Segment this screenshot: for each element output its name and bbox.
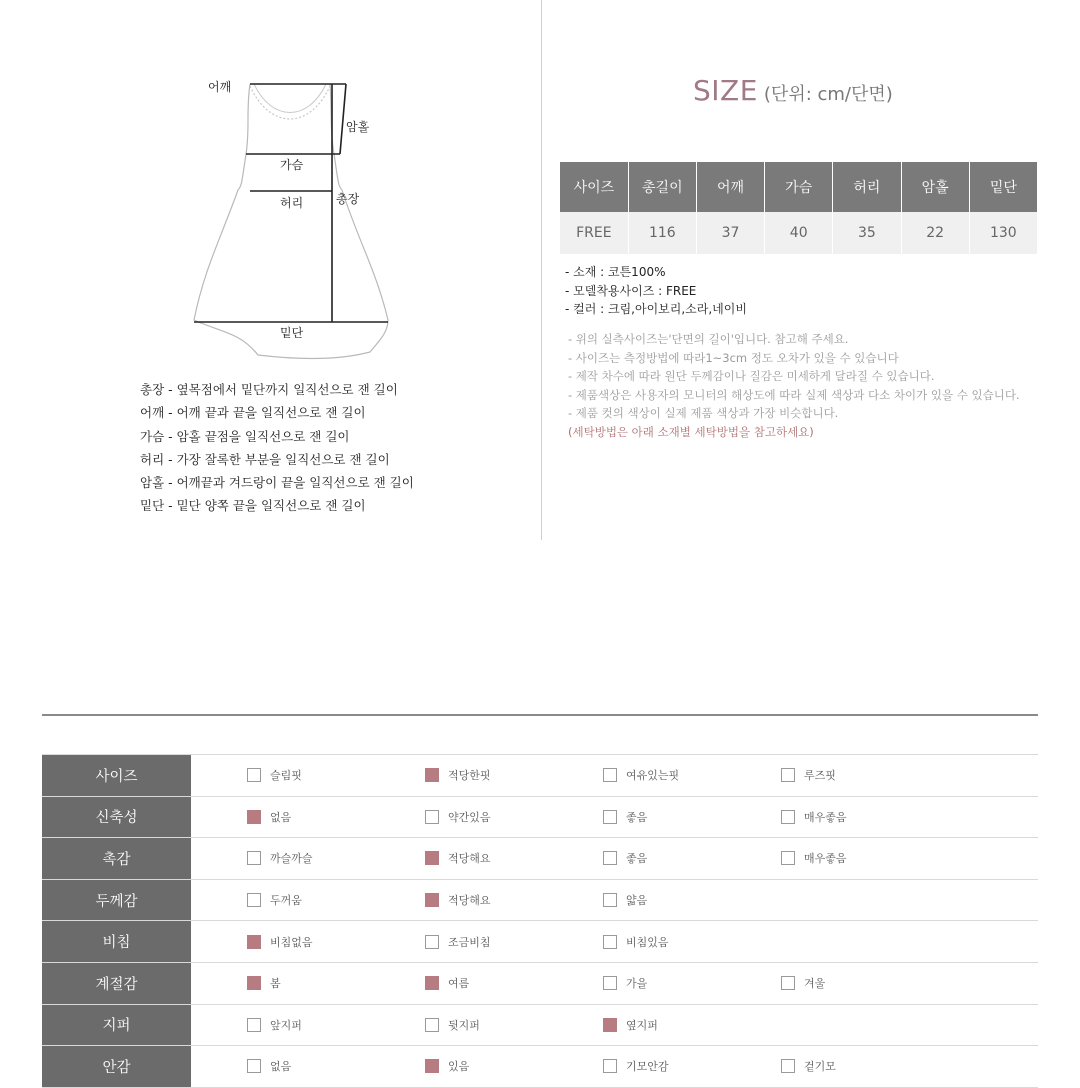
- fit-row-label: 안감: [42, 1046, 191, 1087]
- fit-option[interactable]: [425, 797, 491, 838]
- size-heading: SIZE: [693, 74, 758, 107]
- fit-option-label: 슬림핏: [270, 769, 302, 783]
- definition-line: 암홀 - 어깨끝과 겨드랑이 끝을 일직선으로 잰 길이: [140, 475, 414, 491]
- fit-option[interactable]: [603, 1005, 658, 1046]
- size-col-header: 밑단: [969, 162, 1037, 212]
- fit-option[interactable]: [247, 963, 281, 1004]
- fit-option-label: 두꺼움: [270, 894, 302, 908]
- fit-row: [42, 754, 1038, 797]
- fit-option[interactable]: [247, 797, 291, 838]
- fit-option-label: 앞지퍼: [270, 1018, 302, 1032]
- size-title: [693, 74, 893, 107]
- checked-checkbox[interactable]: [425, 1059, 439, 1073]
- fit-option-label: 비침있음: [626, 935, 669, 949]
- fit-option-label: 좋음: [626, 852, 648, 866]
- info-material: - 소재 : 코튼100%: [565, 265, 666, 279]
- checked-checkbox[interactable]: [425, 851, 439, 865]
- fit-row: [42, 797, 1038, 839]
- fit-option[interactable]: [425, 1046, 469, 1087]
- fit-option-label: 루즈핏: [804, 769, 836, 783]
- fit-row: [42, 1046, 1038, 1088]
- size-table: [560, 162, 1038, 254]
- note-line: - 제품색상은 사용자의 모니터의 해상도에 따라 실제 색상과 다소 차이가 있을 수 있습니다.: [568, 387, 1020, 402]
- fit-option-label: 기모안감: [626, 1060, 669, 1074]
- fit-option[interactable]: [603, 797, 647, 838]
- definition-line: 어깨 - 어깨 끝과 끝을 일직선으로 잰 길이: [140, 405, 366, 421]
- fit-option[interactable]: [781, 963, 825, 1004]
- fit-option[interactable]: [425, 963, 469, 1004]
- info-model-size: - 모델착용사이즈 : FREE: [565, 283, 697, 298]
- fit-row: [42, 921, 1038, 963]
- size-unit: (단위: cm/단면): [763, 84, 893, 105]
- size-cell: FREE: [560, 212, 628, 254]
- info-colors: - 컬러 : 크림,아이보리,소라,네이비: [565, 302, 747, 317]
- fit-option-label: 가을: [626, 977, 648, 991]
- note-line: - 제품 컷의 색상이 실제 제품 색상과 가장 비슷합니다.: [568, 406, 839, 420]
- fit-option-label: 없음: [270, 1060, 292, 1074]
- fit-option-label: 적당해요: [448, 852, 491, 866]
- size-cell: 40: [765, 212, 833, 254]
- fit-row-label: 계절감: [42, 963, 191, 1004]
- fit-option[interactable]: [781, 797, 847, 838]
- size-cell: 35: [833, 212, 901, 254]
- definition-line: 가슴 - 암홀 끝점을 일직선으로 잰 길이: [140, 428, 350, 444]
- fit-option-label: 뒷지퍼: [448, 1018, 480, 1032]
- fit-row: [42, 880, 1038, 922]
- fit-option[interactable]: [603, 755, 679, 796]
- size-col-header: 사이즈: [560, 162, 628, 212]
- size-col-header: 허리: [833, 162, 901, 212]
- checked-checkbox[interactable]: [425, 893, 439, 907]
- fit-option[interactable]: [603, 921, 669, 962]
- size-table-row: [560, 212, 1038, 254]
- note-line: - 사이즈는 측정방법에 따라1~3cm 정도 오차가 있을 수 있습니다: [568, 350, 899, 365]
- fit-option-label: 여름: [448, 977, 470, 991]
- note-line: - 제작 차수에 따라 원단 두께감이나 질감은 미세하게 달라질 수 있습니다.: [568, 369, 935, 383]
- unchecked-checkbox[interactable]: [425, 1018, 439, 1032]
- unchecked-checkbox[interactable]: [247, 768, 261, 782]
- fit-option-label: 비침없음: [270, 935, 313, 949]
- definition-line: 밑단 - 밑단 양쪽 끝을 일직선으로 잰 길이: [140, 498, 366, 514]
- label-waist: 허리: [280, 196, 304, 210]
- unchecked-checkbox[interactable]: [781, 976, 795, 990]
- unchecked-checkbox[interactable]: [781, 851, 795, 865]
- fit-option[interactable]: [425, 755, 491, 796]
- fit-row-label: 지퍼: [42, 1005, 191, 1046]
- fit-option-label: 적당해요: [448, 894, 491, 908]
- fit-row-label: 비침: [42, 921, 191, 962]
- unchecked-checkbox[interactable]: [425, 810, 439, 824]
- fit-option[interactable]: [425, 838, 491, 879]
- fit-option[interactable]: [781, 1046, 836, 1087]
- size-col-header: 어깨: [696, 162, 764, 212]
- size-cell: 37: [696, 212, 764, 254]
- fit-option-label: 조금비침: [448, 935, 491, 949]
- unchecked-checkbox[interactable]: [603, 768, 617, 782]
- fit-row: [42, 1005, 1038, 1047]
- fit-option-label: 적당한핏: [448, 769, 491, 783]
- definition-line: 총장 - 옆목점에서 밑단까지 일직선으로 잰 길이: [140, 382, 398, 397]
- vertical-divider: [541, 0, 542, 540]
- fit-option[interactable]: [247, 755, 302, 796]
- fit-row-label: 촉감: [42, 838, 191, 879]
- size-cell: 130: [969, 212, 1037, 254]
- fit-option[interactable]: [781, 755, 836, 796]
- fit-option[interactable]: [603, 963, 647, 1004]
- fit-option[interactable]: [425, 880, 491, 921]
- unchecked-checkbox[interactable]: [603, 893, 617, 907]
- label-shoulder: 어깨: [208, 80, 232, 94]
- fit-row: [42, 963, 1038, 1005]
- fit-row-label: 신축성: [42, 797, 191, 838]
- fit-option-label: 까슬까슬: [270, 852, 313, 866]
- size-cell: 116: [628, 212, 696, 254]
- fit-option-label: 좋음: [626, 810, 648, 824]
- fit-option[interactable]: [425, 1005, 480, 1046]
- fit-option-label: 봄: [270, 977, 281, 991]
- fit-option[interactable]: [247, 1005, 302, 1046]
- unchecked-checkbox[interactable]: [781, 810, 795, 824]
- label-hem: 밑단: [280, 326, 304, 340]
- checked-checkbox[interactable]: [247, 976, 261, 990]
- checked-checkbox[interactable]: [247, 935, 261, 949]
- fit-row-label: 사이즈: [42, 755, 191, 796]
- size-col-header: 가슴: [765, 162, 833, 212]
- fit-option[interactable]: [247, 838, 313, 879]
- fit-option-label: 옆지퍼: [626, 1018, 658, 1032]
- fit-option[interactable]: [603, 1046, 669, 1087]
- fit-option[interactable]: [247, 1046, 291, 1087]
- unchecked-checkbox[interactable]: [247, 893, 261, 907]
- fit-row: [42, 838, 1038, 880]
- fit-option-label: 약간있음: [448, 810, 491, 824]
- unchecked-checkbox[interactable]: [425, 935, 439, 949]
- checked-checkbox[interactable]: [603, 1018, 617, 1032]
- unchecked-checkbox[interactable]: [603, 935, 617, 949]
- wash-note: (세탁방법은 아래 소재별 세탁방법을 참고하세요): [568, 424, 814, 439]
- label-chest: 가슴: [280, 158, 304, 172]
- unchecked-checkbox[interactable]: [603, 851, 617, 865]
- fit-table: [42, 754, 1038, 1088]
- fit-option[interactable]: [425, 921, 491, 962]
- section-divider: [42, 714, 1038, 716]
- unchecked-checkbox[interactable]: [781, 1059, 795, 1073]
- fit-option[interactable]: [603, 838, 647, 879]
- product-info: [565, 263, 747, 319]
- definition-line: 허리 - 가장 잘록한 부분을 일직선으로 잰 길이: [140, 451, 390, 467]
- fit-option-label: 얇음: [626, 894, 648, 908]
- fit-option[interactable]: [247, 880, 302, 921]
- checked-checkbox[interactable]: [247, 810, 261, 824]
- fit-option-label: 겉기모: [804, 1060, 836, 1074]
- size-cell: 22: [901, 212, 969, 254]
- unchecked-checkbox[interactable]: [603, 810, 617, 824]
- unchecked-checkbox[interactable]: [603, 1059, 617, 1073]
- checked-checkbox[interactable]: [425, 976, 439, 990]
- unchecked-checkbox[interactable]: [247, 851, 261, 865]
- fit-option[interactable]: [781, 838, 847, 879]
- dress-diagram: [180, 70, 410, 370]
- size-col-header: 총길이: [628, 162, 696, 212]
- fit-option-label: 여유있는핏: [626, 769, 680, 783]
- size-table-header: [560, 162, 1038, 212]
- unchecked-checkbox[interactable]: [247, 1059, 261, 1073]
- unchecked-checkbox[interactable]: [603, 976, 617, 990]
- fit-option[interactable]: [603, 880, 647, 921]
- fit-option-label: 매우좋음: [804, 852, 847, 866]
- size-col-header: 암홀: [901, 162, 969, 212]
- unchecked-checkbox[interactable]: [247, 1018, 261, 1032]
- unchecked-checkbox[interactable]: [781, 768, 795, 782]
- checked-checkbox[interactable]: [425, 768, 439, 782]
- fit-option-label: 매우좋음: [804, 810, 847, 824]
- size-notes: [568, 330, 1028, 441]
- label-total-length: 총장: [336, 192, 360, 206]
- measurement-definitions: [140, 378, 414, 518]
- note-line: - 위의 실측사이즈는'단면의 길이'입니다. 참고해 주세요.: [568, 332, 849, 346]
- label-armhole: 암홀: [346, 120, 370, 134]
- fit-option-label: 있음: [448, 1060, 470, 1074]
- fit-option[interactable]: [247, 921, 313, 962]
- fit-row-label: 두께감: [42, 880, 191, 921]
- fit-option-label: 겨울: [804, 977, 826, 991]
- fit-option-label: 없음: [270, 810, 292, 824]
